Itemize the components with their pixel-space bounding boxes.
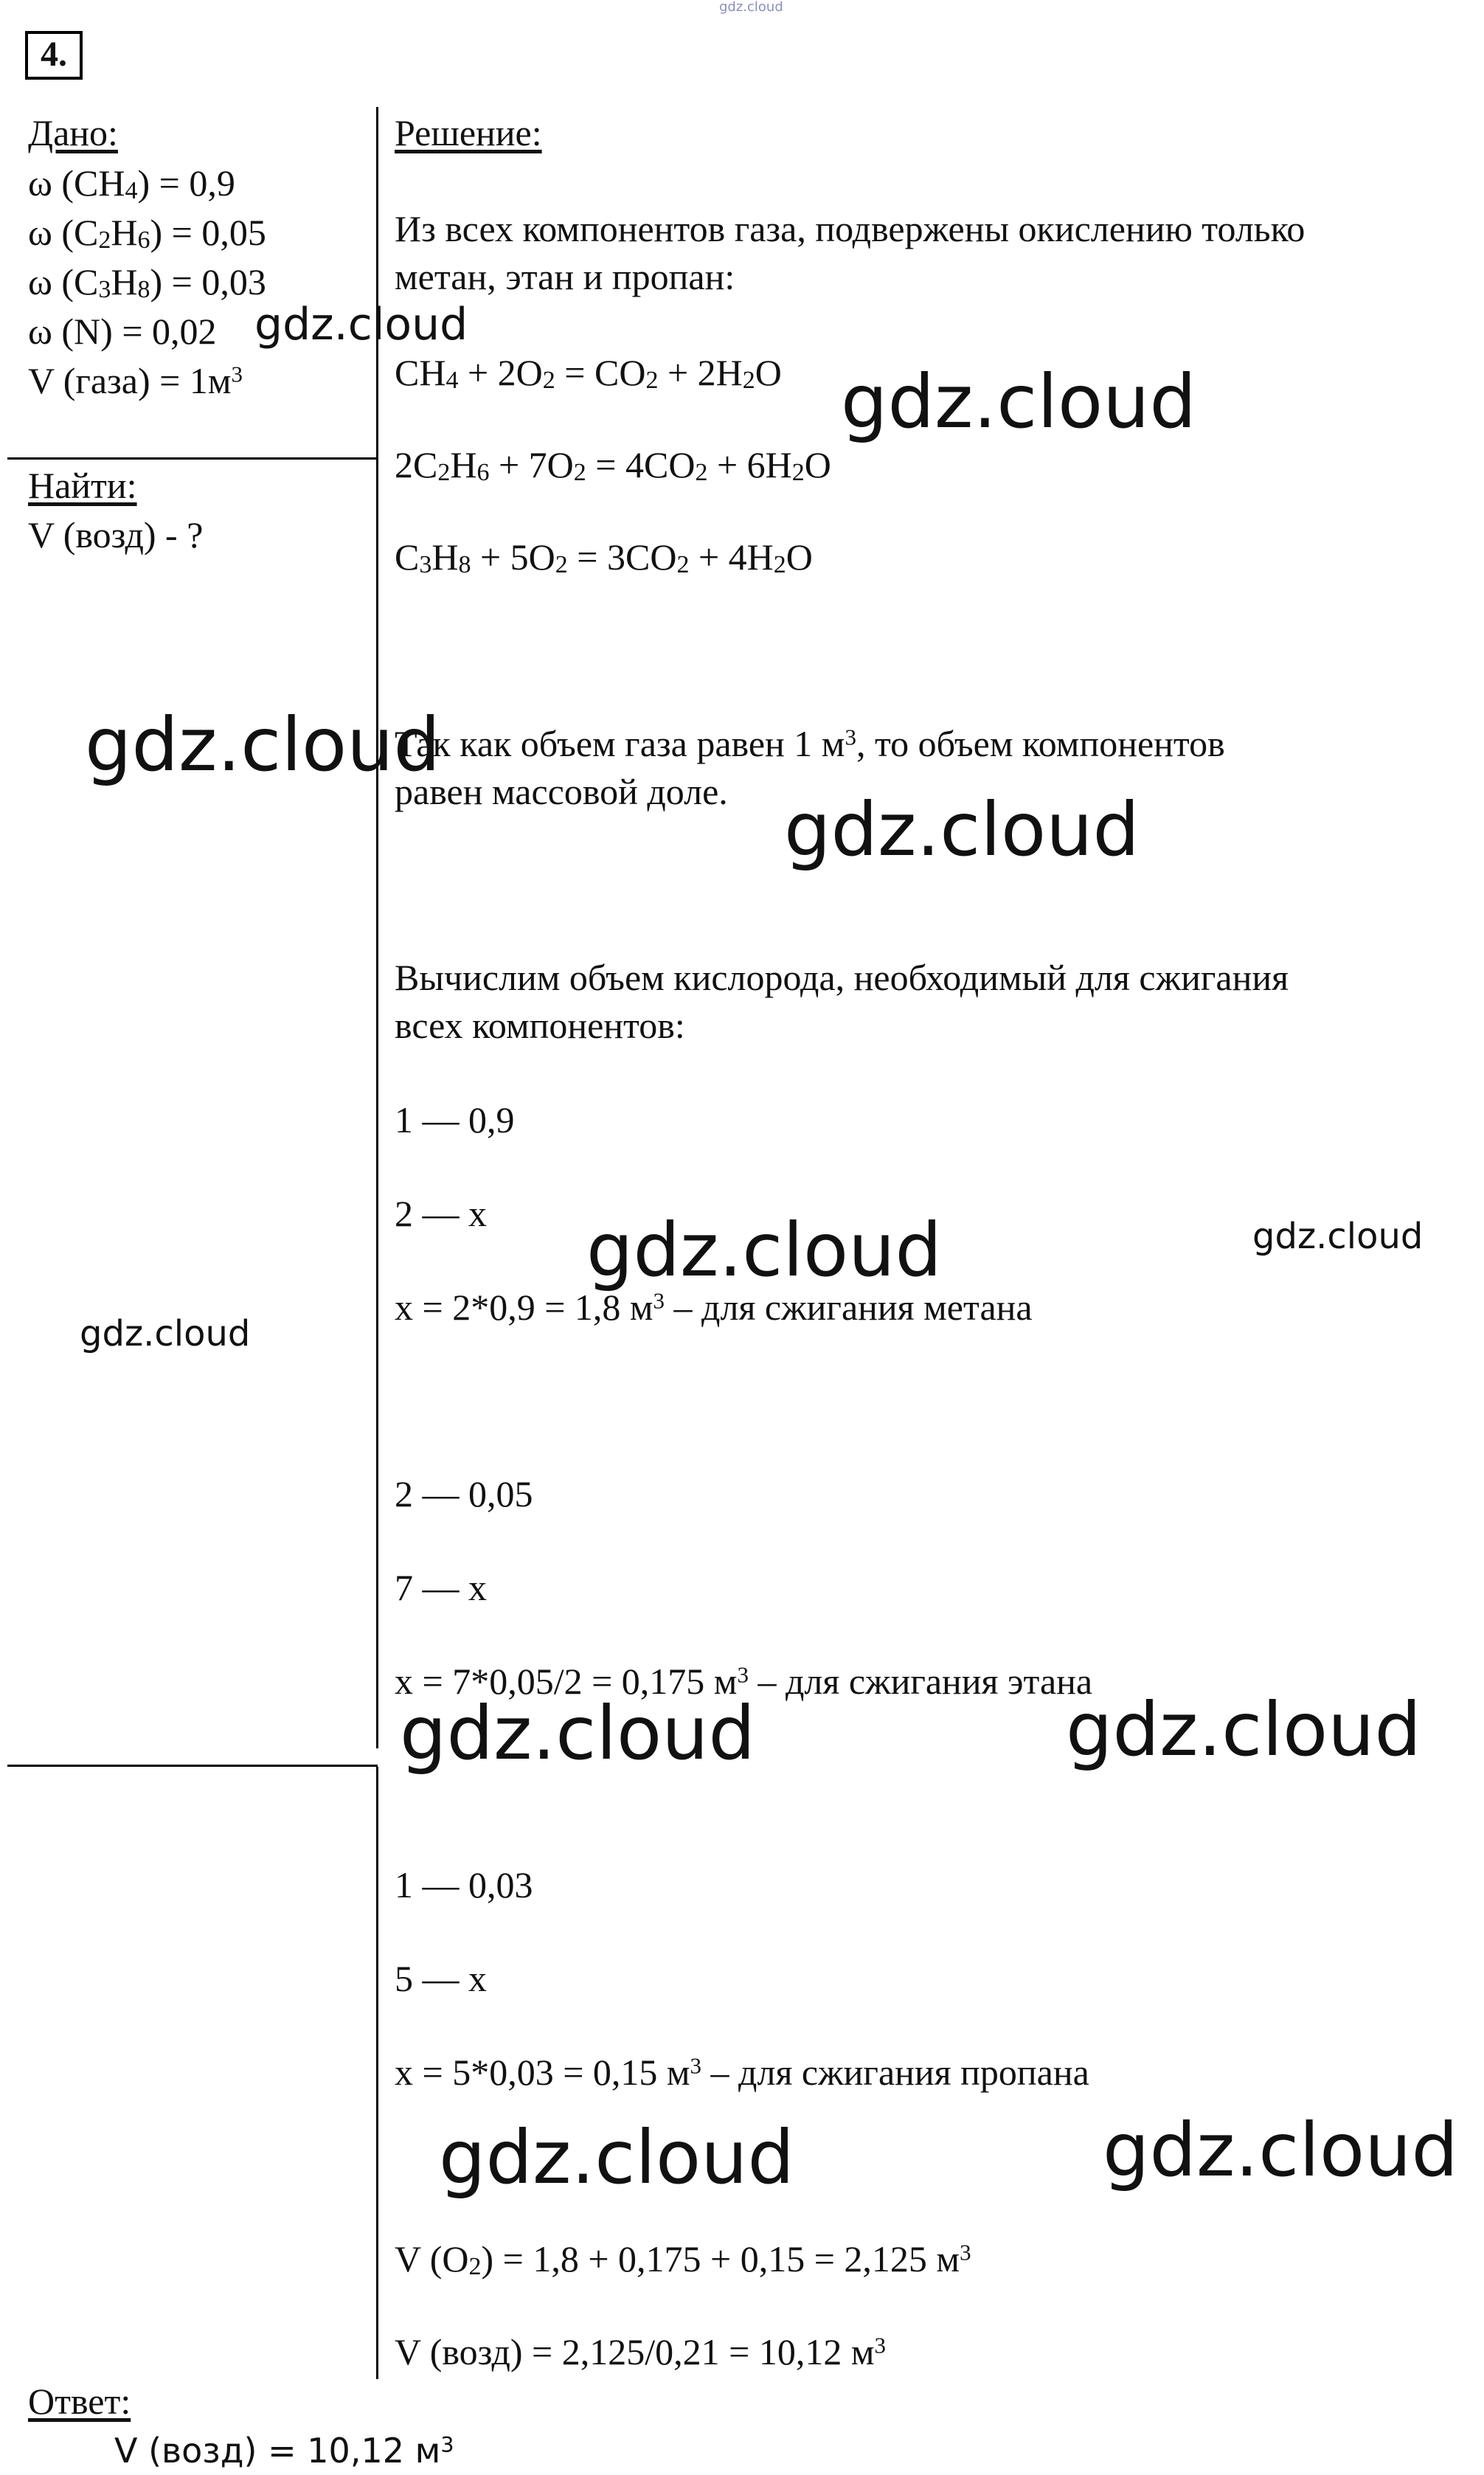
oxygen-total: V $(O_2) = 1,8 + 0,175 + 0,15 = 2,125$ $м^3$ bbox=[395, 2238, 971, 2281]
watermark: gdz.cloud bbox=[80, 1313, 251, 1354]
task-number-badge: 4. bbox=[25, 31, 83, 80]
watermark: gdz.cloud bbox=[1252, 1216, 1424, 1257]
watermark: gdz.cloud bbox=[254, 299, 468, 350]
equation-methane: $CH_4 + 2O_2 = CO_2 + 2H_2O$ bbox=[395, 352, 782, 395]
volume-note-1: Так как объем газа равен 1 $м^3$, то объем компонентов bbox=[395, 723, 1225, 764]
watermark: gdz.cloud bbox=[784, 786, 1140, 873]
solution-header: Решение: bbox=[395, 112, 542, 153]
oxygen-intro-1: Вычислим объем кислорода, необходимый для сжигания bbox=[395, 957, 1289, 998]
given-header: Дано: bbox=[28, 112, 118, 153]
propane-ratio-2: 5 — x bbox=[395, 1958, 487, 1999]
find-header: Найти: bbox=[28, 465, 137, 506]
find-line: V (возд) - ? bbox=[28, 514, 204, 555]
watermark: gdz.cloud bbox=[1103, 2107, 1459, 2193]
equation-ethane: $2C_2H_6 + 7O_2 = 4CO_2 + 6H_2O$ bbox=[395, 444, 831, 487]
given-ethane: ω $(C_2H_6) = 0,05$ bbox=[28, 212, 266, 255]
air-volume: V (возд) = 2,125/0,21 = 10,12 $м^3$ bbox=[395, 2331, 886, 2372]
ethane-ratio-2: 7 — x bbox=[395, 1567, 487, 1608]
divider-lower bbox=[7, 1765, 378, 1767]
given-nitrogen: ω (N) = 0,02 bbox=[28, 311, 217, 352]
ethane-ratio-1: 2 — 0,05 bbox=[395, 1473, 533, 1515]
methane-ratio-1: 1 — 0,9 bbox=[395, 1099, 515, 1140]
watermark: gdz.cloud bbox=[586, 1207, 943, 1293]
divider-vertical-top bbox=[376, 107, 378, 1748]
answer-line: V (возд) = 10,12 $м^3$ bbox=[114, 2431, 454, 2471]
methane-result: x = 2*0,9 = 1,8 $м^3$ – для сжигания метана bbox=[395, 1287, 1033, 1328]
equation-propane: $C_3H_8 + 5O_2 = 3CO_2 + 4H_2O$ bbox=[395, 536, 813, 579]
propane-result: x = 5*0,03 = 0,15 $м^3$ – для сжигания пропана bbox=[395, 2052, 1089, 2093]
divider-vertical-bottom bbox=[376, 1767, 378, 2379]
given-propane: ω $(C_3H_8) = 0,03$ bbox=[28, 261, 266, 304]
given-gas-volume: V (газа) = $1м^3$ bbox=[28, 360, 243, 401]
ethane-result: x = 7*0,05/2 = 0,175 $м^3$ – для сжигания этана bbox=[395, 1661, 1093, 1702]
watermark: gdz.cloud bbox=[1066, 1686, 1422, 1773]
methane-ratio-2: 2 — x bbox=[395, 1193, 487, 1234]
solution-intro-1: Из всех компонентов газа, подвержены окислению только bbox=[395, 208, 1306, 249]
watermark: gdz.cloud bbox=[439, 2114, 795, 2201]
watermark: gdz.cloud bbox=[841, 359, 1197, 445]
given-methane: ω $(CH_4) = 0,9$ bbox=[28, 162, 235, 205]
watermark: gdz.cloud bbox=[400, 1690, 756, 1776]
divider-given-find bbox=[7, 457, 376, 460]
answer-header: Ответ: bbox=[28, 2381, 131, 2422]
solution-intro-2: метан, этан и пропан: bbox=[395, 256, 735, 297]
propane-ratio-1: 1 — 0,03 bbox=[395, 1864, 533, 1905]
oxygen-intro-2: всех компонентов: bbox=[395, 1005, 685, 1046]
top-watermark: gdz.cloud bbox=[719, 0, 783, 15]
watermark: gdz.cloud bbox=[85, 702, 441, 788]
volume-note-2: равен массовой доле. bbox=[395, 771, 728, 812]
